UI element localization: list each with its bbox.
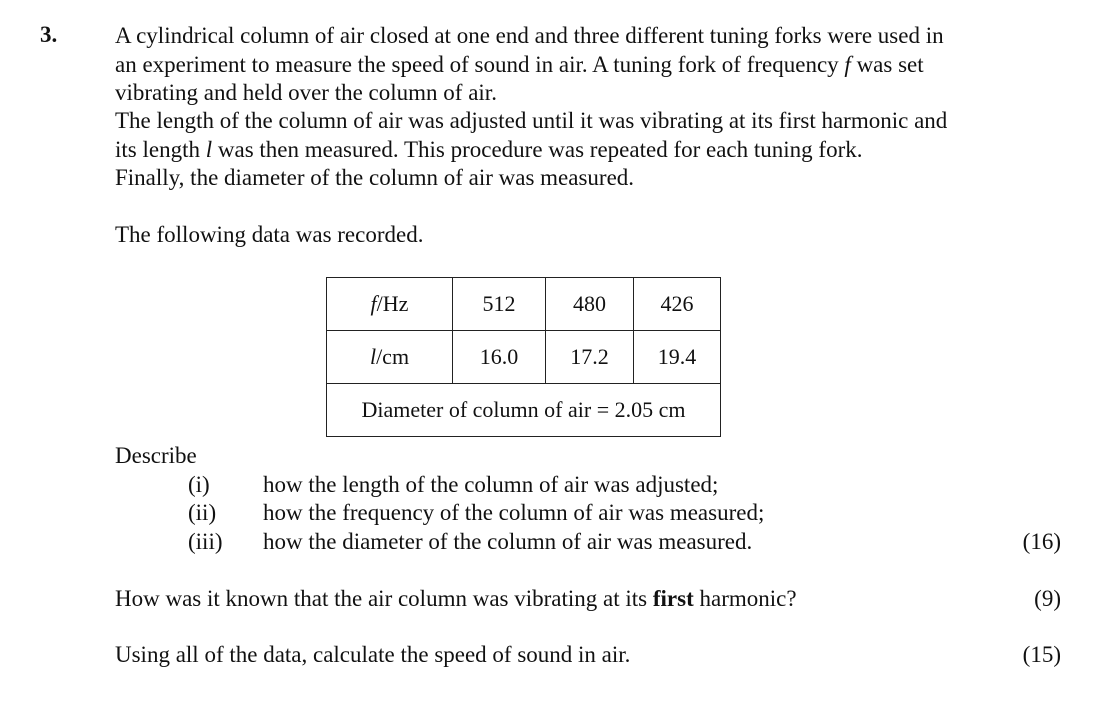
diameter-cell: Diameter of column of air = 2.05 cm	[327, 384, 721, 437]
following-text: The following data was recorded.	[115, 222, 424, 247]
frequency-value-3: 426	[634, 278, 721, 331]
frequency-label-unit: /Hz	[376, 291, 409, 316]
length-label	[327, 331, 453, 384]
procedure-line-2-start: its length	[115, 136, 206, 162]
length-variable: l	[205, 136, 213, 162]
length-label-var: l	[369, 344, 377, 369]
describe-marks: (16)	[1022, 529, 1061, 554]
frequency-variable: f	[844, 51, 851, 77]
harmonic-question-bold: first	[652, 586, 694, 611]
item-number-i: (i)	[188, 472, 210, 497]
length-value-2: 17.2	[546, 331, 634, 384]
speed-question: Using all of the data, calculate the speed of sound in air.	[115, 642, 631, 667]
speed-marks: (15)	[1022, 642, 1061, 667]
item-text-i: how the length of the column of air was adjusted;	[263, 472, 719, 497]
harmonic-question	[115, 586, 797, 612]
harmonic-marks: (9)	[1034, 586, 1061, 611]
frequency-value-1: 512	[453, 278, 546, 331]
procedure-line-3: Finally, the diameter of the column of air was measured.	[115, 165, 635, 190]
data-table	[326, 277, 721, 437]
intro-line-2	[115, 51, 944, 80]
procedure-line-2-end: was then measured. This procedure was repeated for each tuning fork.	[212, 136, 863, 162]
intro-line-2-start: an experiment to measure the speed of sound in air. A tuning fork of frequency	[115, 51, 845, 77]
frequency-row	[327, 278, 721, 331]
item-text-iii: how the diameter of the column of air was measured.	[263, 529, 753, 554]
question-number: 3.	[40, 22, 58, 47]
intro-paragraph	[115, 22, 944, 108]
intro-line-3: vibrating and held over the column of air.	[115, 80, 497, 105]
diameter-row	[327, 384, 721, 437]
procedure-line-2	[115, 136, 947, 165]
harmonic-question-end: harmonic?	[693, 586, 797, 611]
frequency-value-2: 480	[546, 278, 634, 331]
length-label-unit: /cm	[376, 344, 410, 369]
intro-line-2-end: was set	[850, 51, 924, 77]
length-value-1: 16.0	[453, 331, 546, 384]
procedure-paragraph	[115, 107, 947, 193]
item-text-ii: how the frequency of the column of air was measured;	[263, 500, 765, 525]
length-value-3: 19.4	[634, 331, 721, 384]
harmonic-question-start: How was it known that the air column was vibrating at its	[115, 586, 653, 611]
frequency-label-var: f	[370, 291, 377, 316]
describe-heading: Describe	[115, 443, 197, 468]
procedure-line-1: The length of the column of air was adjusted until it was vibrating at its first harmonic and	[115, 108, 948, 133]
item-number-iii: (iii)	[188, 529, 223, 554]
frequency-label	[327, 278, 453, 331]
length-row	[327, 331, 721, 384]
intro-line-1: A cylindrical column of air closed at one end and three different tuning forks were used in	[115, 23, 944, 48]
item-number-ii: (ii)	[188, 500, 217, 525]
